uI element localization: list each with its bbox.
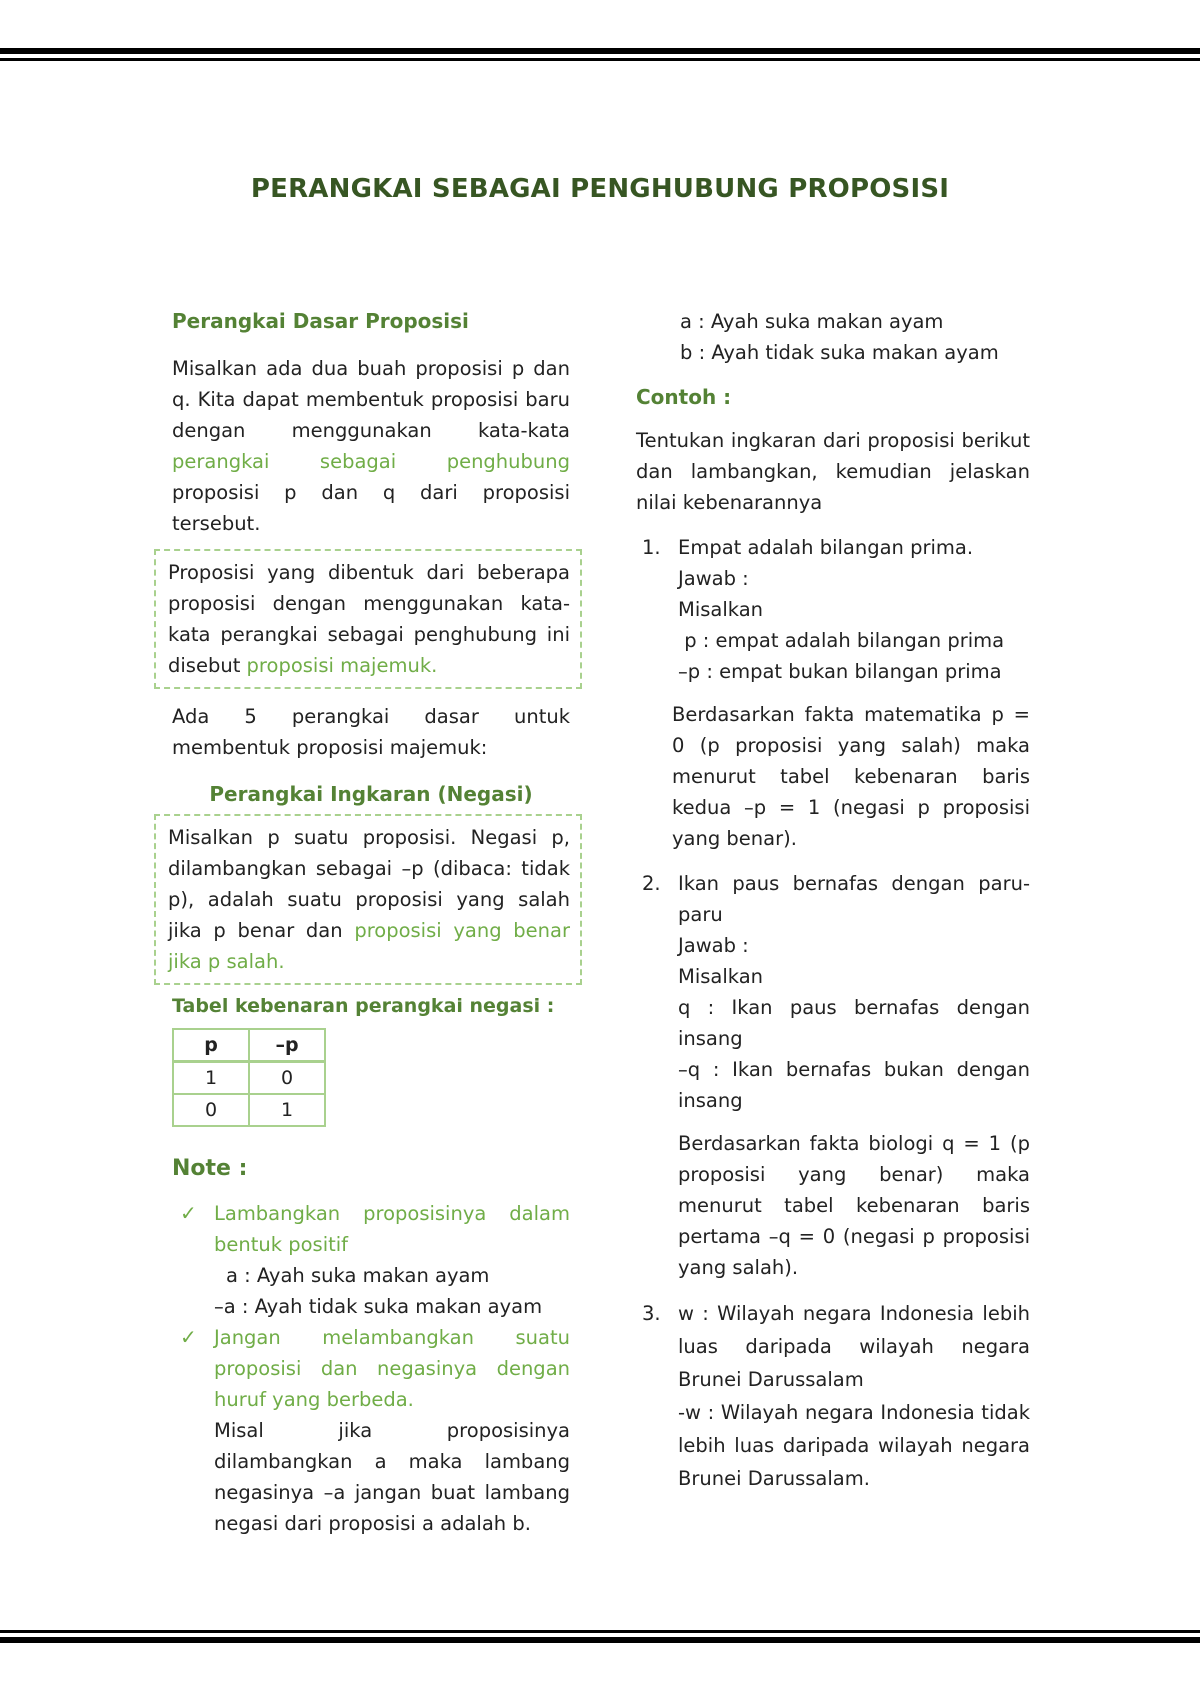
example-2-explanation: Berdasarkan fakta biologi q = 1 (p proposisi yang benar) maka menurut tabel kebenaran baris pertama –q = 0 (negasi p proposisi yang salah). — [678, 1132, 1030, 1279]
checkmark-icon: ✓ — [180, 1325, 197, 1349]
truth-table-caption: Tabel kebenaran perangkai negasi : — [172, 995, 555, 1017]
table-row — [173, 1062, 325, 1095]
left-column — [168, 306, 570, 1539]
table-cell: 0 — [249, 1062, 325, 1095]
page-title: PERANGKAI SEBAGAI PENGHUBUNG PROPOSISI — [250, 174, 950, 204]
five-connectives-text: Ada 5 perangkai dasar untuk membentuk proposisi majemuk: — [172, 705, 570, 759]
example-1-explanation: Berdasarkan fakta matematika p = 0 (p proposisi yang salah) maka menurut tabel kebenaran baris kedua –p = 1 (negasi p proposisi yang benar). — [672, 703, 1030, 850]
table-header-cell: p — [173, 1029, 249, 1062]
top-border — [0, 48, 1200, 61]
definition-term: proposisi majemuk. — [246, 654, 438, 677]
table-header-row — [173, 1029, 325, 1062]
negation-definition-box: Misalkan p suatu proposisi. Negasi p, dilambangkan sebagai –p (dibaca: tidak p), adalah suatu proposisi yang salah jika p benar dan proposisi yang benar jika p salah. — [154, 814, 582, 985]
example-intro: Tentukan ingkaran dari proposisi berikut dan lambangkan, kemudian jelaskan nilai kebenarannya — [636, 429, 1030, 514]
table-cell: 0 — [173, 1094, 249, 1126]
negation-truth-table — [172, 1028, 326, 1127]
section-heading-basic: Perangkai Dasar Proposisi — [172, 309, 469, 333]
table-cell: 1 — [173, 1062, 249, 1095]
right-column — [636, 306, 1030, 1495]
intro-highlight: perangkai sebagai penghubung — [172, 450, 570, 473]
example-item-2: 2. Ikan paus bernafas dengan paru-paru Jawab : Misalkan q : Ikan paus bernafas dengan insang –q : Ikan bernafas bukan dengan insang Berdasarkan fakta biologi q = 1 (p proposisi yang benar) maka menurut tabel kebenaran baris pertama –q = 0 (negasi p proposisi yang salah). — [636, 868, 1030, 1283]
note-item: ✓ Jangan melambangkan suatu proposisi dan negasinya dengan huruf yang berbeda. Misal jika proposisinya dilambangkan a maka lambang negasinya –a jangan buat lambang negasi dari proposisi a adalah b. — [172, 1322, 570, 1539]
negation-highlight: proposisi yang benar jika p salah. — [168, 919, 570, 973]
example-heading: Contoh : — [636, 385, 732, 409]
table-row — [173, 1094, 325, 1126]
example-item-3: 3. w : Wilayah negara Indonesia lebih luas daripada wilayah negara Brunei Darussalam -w : Wilayah negara Indonesia tidak lebih luas daripada wilayah negara Brunei Darussalam. — [642, 1302, 1030, 1490]
wrong-example: a : Ayah suka makan ayam b : Ayah tidak suka makan ayam — [680, 310, 999, 364]
note-title: Note : — [172, 1156, 248, 1181]
checkmark-icon: ✓ — [180, 1201, 197, 1225]
bottom-border — [0, 1630, 1200, 1643]
definition-box: Proposisi yang dibentuk dari beberapa proposisi dengan menggunakan kata-kata perangkai sebagai penghubung ini disebut proposisi majemuk. — [154, 549, 582, 689]
note-item: ✓ Lambangkan proposisinya dalam bentuk positif a : Ayah suka makan ayam –a : Ayah tidak suka makan ayam — [172, 1198, 570, 1322]
negation-heading: Perangkai Ingkaran (Negasi) — [209, 782, 533, 806]
example-item-1: 1. Empat adalah bilangan prima. Jawab : Misalkan p : empat adalah bilangan prima –p : empat bukan bilangan prima — [642, 536, 1005, 683]
table-cell: 1 — [249, 1094, 325, 1126]
table-header-cell: –p — [249, 1029, 325, 1062]
intro-paragraph: Misalkan ada dua buah proposisi p dan q. Kita dapat membentuk proposisi baru dengan menggunakan kata-kata perangkai sebagai penghubung proposisi p dan q dari proposisi tersebut. — [172, 357, 570, 535]
